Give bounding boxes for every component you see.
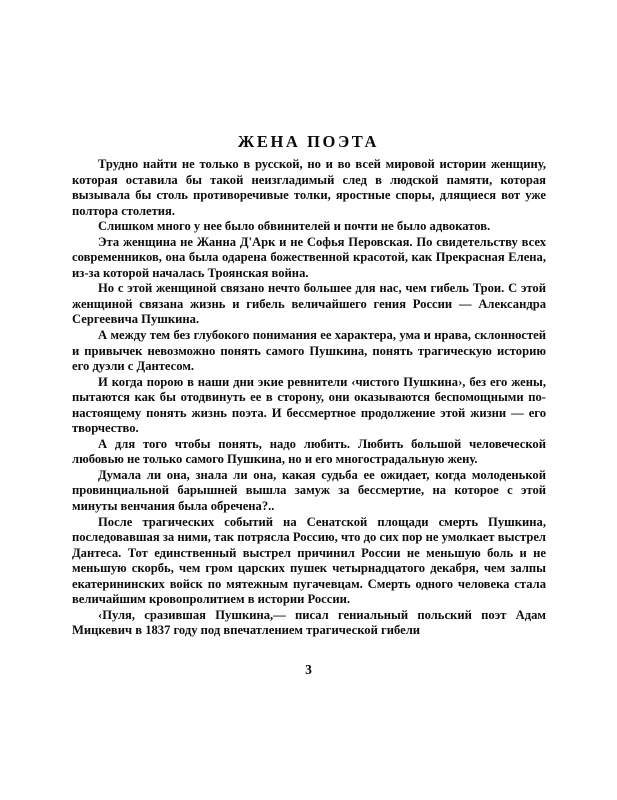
paragraph: Но с этой женщиной связано нечто большее для нас, чем гибель Трои. С этой женщиной связана жизнь и гибель величайшего гения России — Александра Сергеевича Пушкина. bbox=[72, 281, 546, 327]
paragraph: Слишком много у нее было обвинителей и почти не было адвокатов. bbox=[98, 219, 491, 234]
paragraph: Эта женщина не Жанна Д'Арк и не Софья Перовская. По свидетельству всех современников, она была одарена божественной красотой, как Прекрасная Елена, из-за которой началась Троянская война. bbox=[72, 234, 546, 280]
paragraph: А для того чтобы понять, надо любить. Любить большой человеческой любовью не только самого Пушкина, но и его многострадальную жену. bbox=[72, 436, 546, 467]
body-text-block bbox=[72, 157, 546, 639]
paragraph: И когда порою в наши дни экие ревнители ‹чистого Пушкина›, без его жены, пытаются как бы отодвинуть ее в сторону, они оказываются беспомощными по-настоящему понять жизнь поэта. И бессмертное продолжение этой жизни — его творчество. bbox=[72, 374, 546, 436]
paragraph: А между тем без глубокого понимания ее характера, ума и нрава, склонностей и привычек невозможно понять самого Пушкина, понять трагическую историю его дуэли с Дантесом. bbox=[72, 328, 546, 374]
paragraph: Трудно найти не только в русской, но и во всей мировой истории женщину, которая оставила бы такой неизгладимый след в людской памяти, которая вызывала бы столь противоречивые толки, яростные споры, длящиеся вот уже полтора столетия. bbox=[72, 157, 546, 218]
paragraph-continues-next-page: ‹Пуля, сразившая Пушкина,— писал гениальный польский поэт Адам Мицкевич в 1837 году под впечатлением трагической гибели bbox=[72, 607, 546, 638]
paragraph: После трагических событий на Сенатской площади смерть Пушкина, последовавшая за ними, так потрясла Россию, что до сих пор не умолкает выстрел Дантеса. Тот единственный выстрел причинил России не меньшую боль и не меньшую скорбь, чем гром царских пушек четырнадцатого декабря, чем залпы екатерининских войск по мятежным пугачевцам. Смерть одного человека стала величайшим кровопролитием в истории России. bbox=[72, 514, 546, 607]
paragraph: Думала ли она, знала ли она, какая судьба ее ожидает, когда молоденькой провинциальной барышней вышла замуж за бессмертие, на которое с этой минуты венчания была обречена?.. bbox=[72, 467, 546, 514]
page-number: 3 bbox=[305, 662, 312, 677]
page-title: ЖЕНА ПОЭТА bbox=[237, 132, 380, 152]
